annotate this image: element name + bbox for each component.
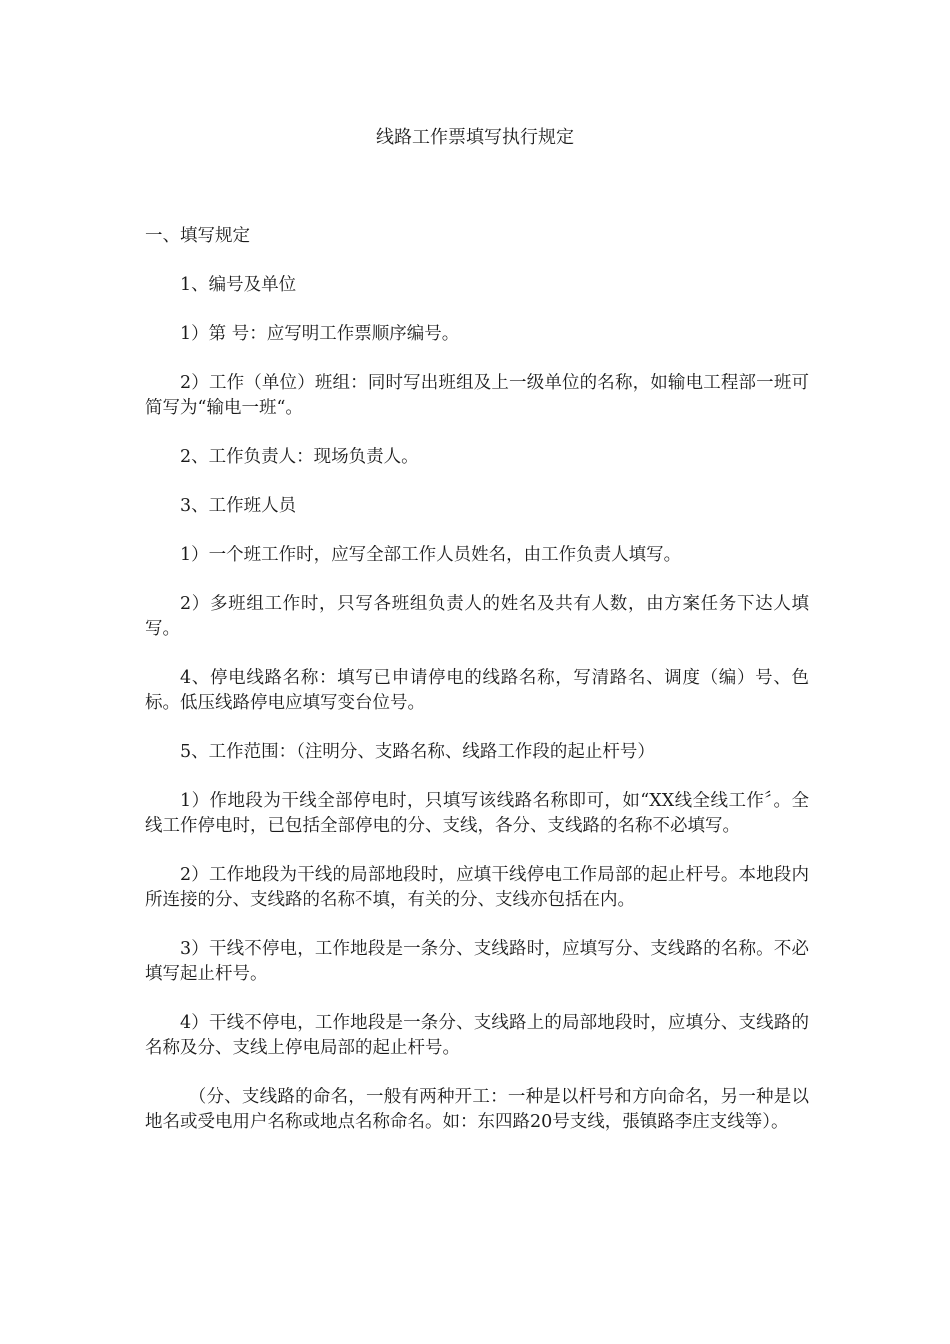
item-scope-partial-trunk: 2）工作地段为干线的局部地段时，应填干线停电工作局部的起止杆号。本地段内所连接的分、支线路的名称不填，有关的分、支线亦包括在内。 xyxy=(145,865,809,910)
item-scope-full-line: 1）作地段为干线全部停电时，只填写该线路名称即可，如“XX线全线工作〞。全线工作停电时，已包括全部停电的分、支线，各分、支线路的名称不必填写。 xyxy=(145,791,809,836)
item-outage-line-name: 4、停电线路名称：填写已申请停电的线路名称，写清路名、调度（编）号、色标。低压线路停电应填写变台位号。 xyxy=(145,668,809,713)
document-title: 线路工作票填写执行规定 xyxy=(376,127,574,148)
item-team-members: 3、工作班人员 xyxy=(180,496,297,516)
item-scope-branch-line: 3）干线不停电，工作地段是一条分、支线路时，应填写分、支线路的名称。不必填写起止杆号。 xyxy=(145,939,809,984)
item-ticket-number: 1）第 号：应写明工作票顺序编号。 xyxy=(180,324,460,344)
note-branch-naming: （分、支线路的命名，一般有两种开工：一种是以杆号和方向命名，另一种是以地名或受电用户名称或地点名称命名。如：东四路20号支线，張镇路李庄支线等）。 xyxy=(145,1087,809,1132)
item-work-leader: 2、工作负责人：现场负责人。 xyxy=(180,447,419,467)
section-heading-fill-rules: 一、填写规定 xyxy=(145,226,250,246)
item-multi-team: 2）多班组工作时，只写各班组负责人的姓名及共有人数，由方案任务下达人填写。 xyxy=(145,594,809,639)
item-scope-branch-partial: 4）干线不停电，工作地段是一条分、支线路上的局部地段时，应填分、支线路的名称及分、支线上停电局部的起止杆号。 xyxy=(145,1013,809,1058)
item-work-team: 2）工作（单位）班组：同时写出班组及上一级单位的名称，如输电工程部一班可简写为“输电一班“。 xyxy=(145,373,809,418)
document-body xyxy=(145,224,809,1159)
item-single-team: 1）一个班工作时，应写全部工作人员姓名，由工作负责人填写。 xyxy=(180,545,682,565)
item-work-scope: 5、工作范围：（注明分、支路名称、线路工作段的起止杆号） xyxy=(180,742,655,762)
item-number-and-unit: 1、编号及单位 xyxy=(180,275,297,295)
